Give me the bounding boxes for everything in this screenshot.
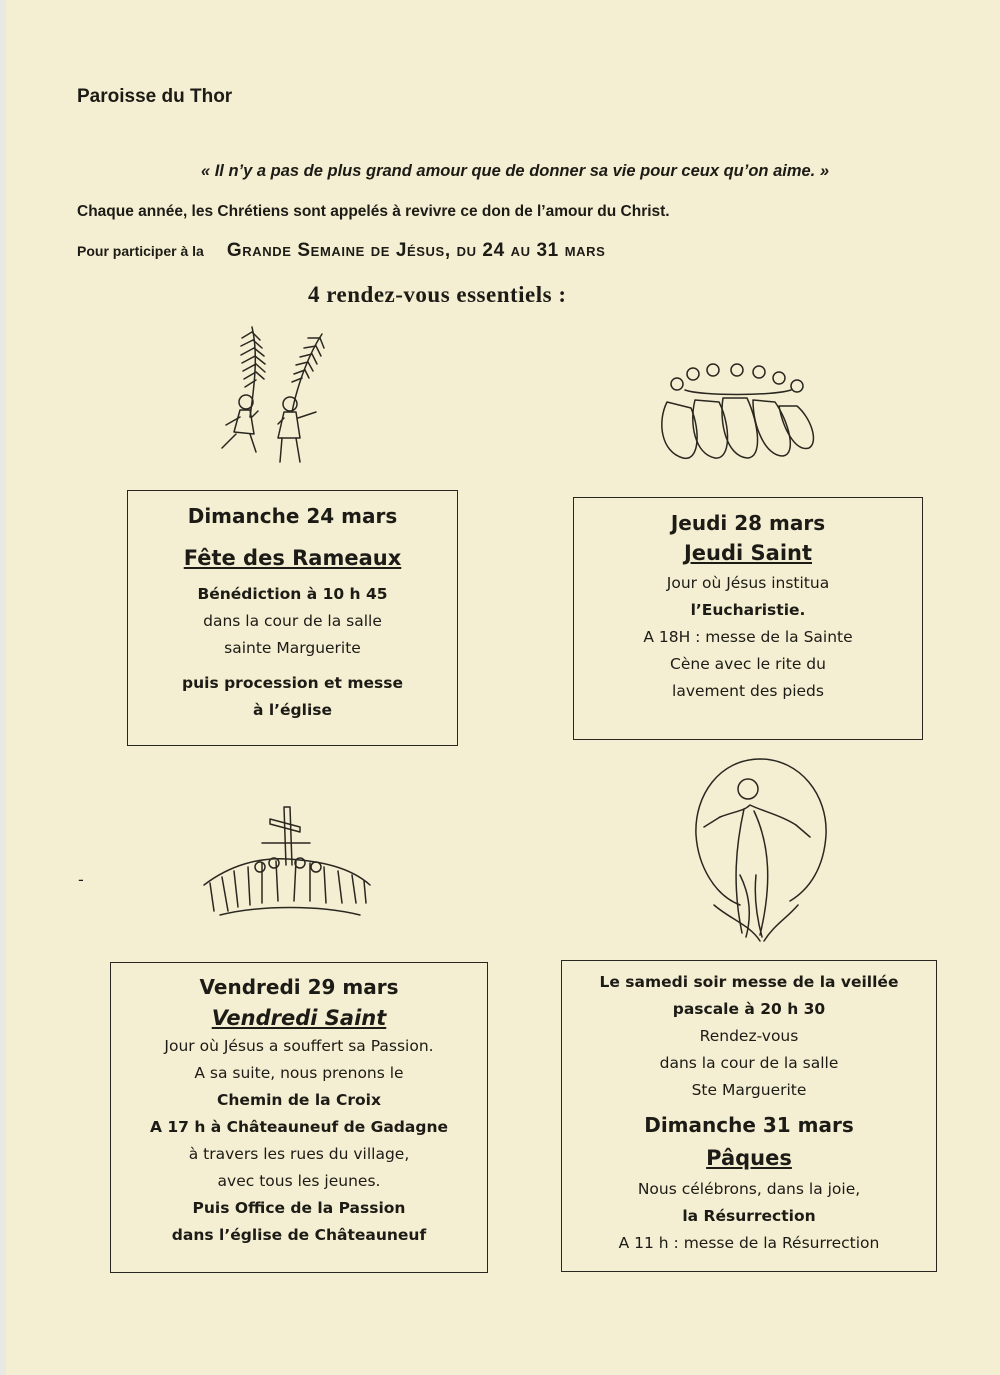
good-friday-line: avec tous les jeunes. (217, 1172, 381, 1190)
palm-sunday-line: Bénédiction à 10 h 45 (197, 585, 388, 603)
good-friday-line: Puis Office de la Passion (192, 1199, 406, 1217)
good-friday-line: A 17 h à Châteauneuf de Gadagne (149, 1118, 449, 1136)
easter-vigil-line: Rendez-vous (699, 1027, 799, 1045)
easter-box (561, 960, 937, 1272)
parish-name: Paroisse du Thor (77, 86, 233, 107)
apostles-gathering-icon (655, 362, 820, 472)
good-friday-line: A sa suite, nous prenons le (194, 1064, 404, 1082)
margin-mark: - (78, 870, 84, 889)
holy-thursday-line: Cène avec le rite du (670, 655, 826, 673)
holy-week-title: Grande Semaine de Jésus, du 24 au 31 mars (226, 240, 606, 261)
easter-date: Dimanche 31 mars (644, 1113, 854, 1137)
holy-thursday-line: Jour où Jésus institua (666, 574, 830, 592)
holy-thursday-line: lavement des pieds (672, 682, 824, 700)
holy-thursday-title: Jeudi Saint (683, 541, 813, 565)
children-with-palms-icon (210, 322, 330, 467)
good-friday-line: Chemin de la Croix (217, 1091, 381, 1109)
quote: « Il n’y a pas de plus grand amour que de donner sa vie pour ceux qu’on aime. » (200, 162, 830, 180)
scan-edge (0, 0, 6, 1375)
palm-sunday-procession: à l’église (252, 701, 333, 719)
good-friday-line: à travers les rues du village, (188, 1145, 410, 1163)
holy-thursday-box (573, 497, 923, 740)
good-friday-line: dans l’église de Châteauneuf (171, 1226, 427, 1244)
easter-line: la Résurrection (682, 1207, 816, 1225)
palm-sunday-date: Dimanche 24 mars (187, 504, 398, 528)
palm-sunday-box (127, 490, 458, 746)
intro-text: Chaque année, les Chrétiens sont appelés à revivre ce don de l’amour du Christ. (77, 203, 670, 220)
easter-vigil-line: Le samedi soir messe de la veillée (599, 973, 899, 991)
easter-line: Nous célébrons, dans la joie, (637, 1180, 861, 1198)
easter-title: Pâques (706, 1146, 792, 1170)
easter-vigil-line: dans la cour de la salle (659, 1054, 839, 1072)
rendezvous-heading: 4 rendez-vous essentiels : (308, 282, 567, 307)
good-friday-box (110, 962, 488, 1273)
holy-thursday-line: l’Eucharistie. (690, 601, 806, 619)
cross-on-hill-icon (200, 805, 375, 920)
palm-sunday-title: Fête des Rameaux (183, 546, 402, 570)
palm-sunday-procession: puis procession et messe (182, 674, 403, 692)
good-friday-title: Vendredi Saint (211, 1006, 387, 1030)
easter-vigil-line: pascale à 20 h 30 (672, 1000, 826, 1018)
holy-thursday-line: A 18H : messe de la Sainte (643, 628, 853, 646)
risen-christ-icon (680, 755, 840, 945)
participate-prefix: Pour participer à la (77, 243, 204, 259)
holy-thursday-date: Jeudi 28 mars (670, 511, 826, 535)
good-friday-date: Vendredi 29 mars (199, 975, 399, 999)
easter-line: A 11 h : messe de la Résurrection (618, 1234, 880, 1252)
participate-line (77, 240, 605, 262)
easter-vigil-line: Ste Marguerite (691, 1081, 807, 1099)
palm-sunday-line: dans la cour de la salle (203, 612, 382, 630)
good-friday-line: Jour où Jésus a souffert sa Passion. (164, 1037, 434, 1055)
palm-sunday-line: sainte Marguerite (224, 639, 361, 657)
